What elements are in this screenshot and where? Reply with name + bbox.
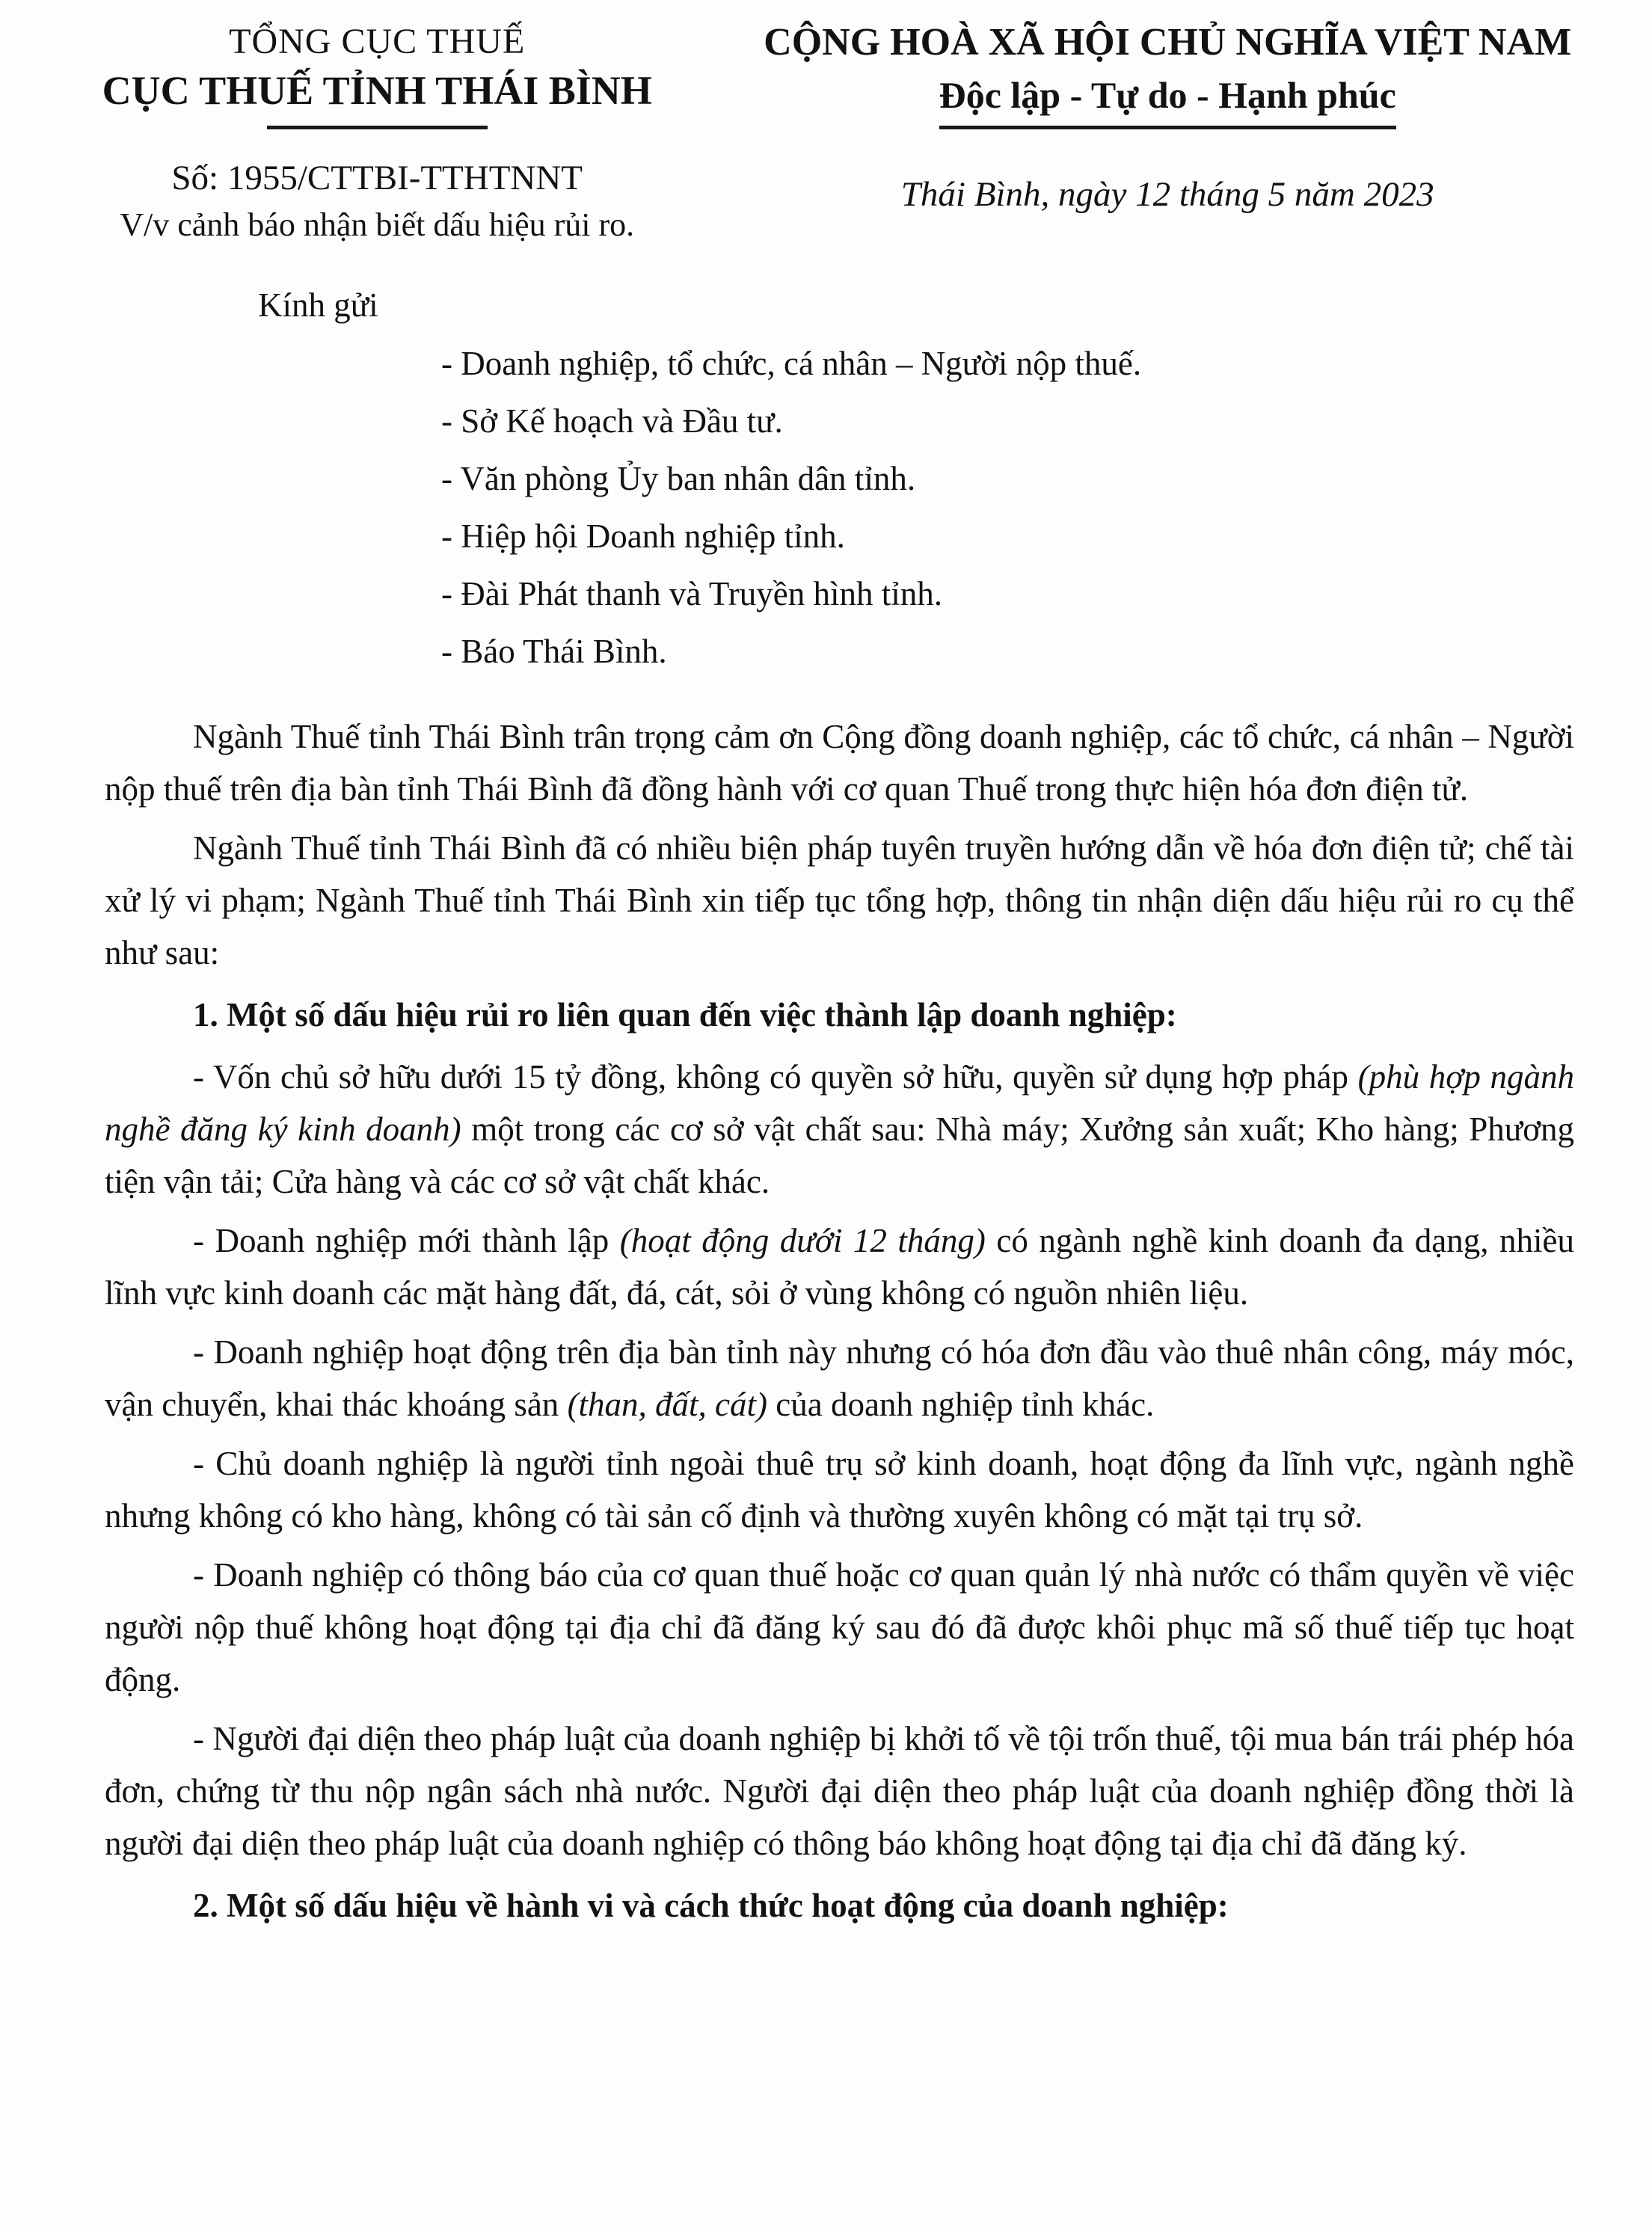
recipient-list: [441, 335, 1574, 681]
document-subject: V/v cảnh báo nhận biết dấu hiệu rủi ro.: [120, 206, 635, 244]
recipient-item: - Đài Phát thanh và Truyền hình tỉnh.: [441, 575, 942, 613]
recipient-item: - Doanh nghiệp, tổ chức, cá nhân – Người nộp thuế.: [441, 345, 1142, 383]
national-title: CỘNG HOÀ XÃ HỘI CHỦ NGHĨA VIỆT NAM: [764, 21, 1572, 64]
section-1-bullet: - Chủ doanh nghiệp là người tỉnh ngoài thuê trụ sở kinh doanh, hoạt động đa lĩnh vực, ngành nghề nhưng không có kho hàng, không có tài sản cố định và thường xuyên không có mặt tại trụ sở.: [105, 1445, 1574, 1535]
document-header: [0, 0, 1652, 244]
section-1-bullet: - Doanh nghiệp có thông báo của cơ quan thuế hoặc cơ quan quản lý nhà nước có thẩm quyền về việc người nộp thuế không hoạt động tại địa chỉ đã đăng ký sau đó đã được khôi phục mã số thuế tiếp tục hoạt động.: [105, 1556, 1574, 1699]
section-1-heading: 1. Một số dấu hiệu rủi ro liên quan đến việc thành lập doanh nghiệp:: [193, 996, 1177, 1034]
recipient-item: - Báo Thái Bình.: [441, 633, 667, 671]
opening-paragraph: Ngành Thuế tỉnh Thái Bình trân trọng cảm ơn Cộng đồng doanh nghiệp, các tổ chức, cá nhân – Người nộp thuế trên địa bàn tỉnh Thái Bình đã đồng hành với cơ quan Thuế trong thực hiện hóa đơn điện tử.: [105, 718, 1574, 808]
section-2-heading: 2. Một số dấu hiệu về hành vi và cách thức hoạt động của doanh nghiệp:: [193, 1887, 1229, 1925]
national-motto: Độc lập - Tự do - Hạnh phúc: [939, 73, 1396, 129]
section-1-bullet: - Doanh nghiệp hoạt động trên địa bàn tỉnh này nhưng có hóa đơn đầu vào thuê nhân công, máy móc, vận chuyển, khai thác khoáng sản (than, đất, cát) của doanh nghiệp tỉnh khác.: [105, 1333, 1574, 1424]
place-and-date: Thái Bình, ngày 12 tháng 5 năm 2023: [900, 175, 1434, 215]
salutation-label: Kính gửi: [258, 286, 378, 325]
recipient-item: - Hiệp hội Doanh nghiệp tỉnh.: [441, 517, 845, 556]
recipient-item: - Văn phòng Ủy ban nhân dân tỉnh.: [441, 460, 916, 498]
recipient-item: - Sở Kế hoạch và Đầu tư.: [441, 402, 783, 440]
document-content: [0, 286, 1652, 1932]
organization-underline-rule: [267, 126, 488, 129]
body-text: [105, 710, 1574, 1932]
section-1-bullet: - Người đại diện theo pháp luật của doanh nghiệp bị khởi tố về tội trốn thuế, tội mua bán trái phép hóa đơn, chứng từ thu nộp ngân sách nhà nước. Người đại diện theo pháp luật của doanh nghiệp đồng thời là người đại diện theo pháp luật của doanh nghiệp có thông báo không hoạt động tại địa chỉ đã đăng ký.: [105, 1720, 1574, 1863]
organization-name: CỤC THUẾ TỈNH THÁI BÌNH: [102, 68, 652, 113]
parent-organization-name: TỔNG CỤC THUẾ: [229, 22, 526, 61]
document-number: Số: 1955/CTTBI-TTHTNNT: [171, 159, 583, 198]
intro-paragraph: Ngành Thuế tỉnh Thái Bình đã có nhiều biện pháp tuyên truyền hướng dẫn về hóa đơn điện tử; chế tài xử lý vi phạm; Ngành Thuế tỉnh Thái Bình xin tiếp tục tổng hợp, thông tin nhận diện dấu hiệu rủi ro cụ thể như sau:: [105, 829, 1574, 972]
issuing-agency-block: [41, 19, 713, 244]
section-1-bullet: - Vốn chủ sở hữu dưới 15 tỷ đồng, không có quyền sở hữu, quyền sử dụng hợp pháp (phù hợp ngành nghề đăng ký kinh doanh) một trong các cơ sở vật chất sau: Nhà máy; Xưởng sản xuất; Kho hàng; Phương tiện vận tải; Cửa hàng và các cơ sở vật chất khác.: [105, 1058, 1574, 1201]
national-header-block: [713, 19, 1622, 244]
section-1-bullet: - Doanh nghiệp mới thành lập (hoạt động dưới 12 tháng) có ngành nghề kinh doanh đa dạng, nhiều lĩnh vực kinh doanh các mặt hàng đất, đá, cát, sỏi ở vùng không có nguồn nhiên liệu.: [105, 1222, 1574, 1312]
